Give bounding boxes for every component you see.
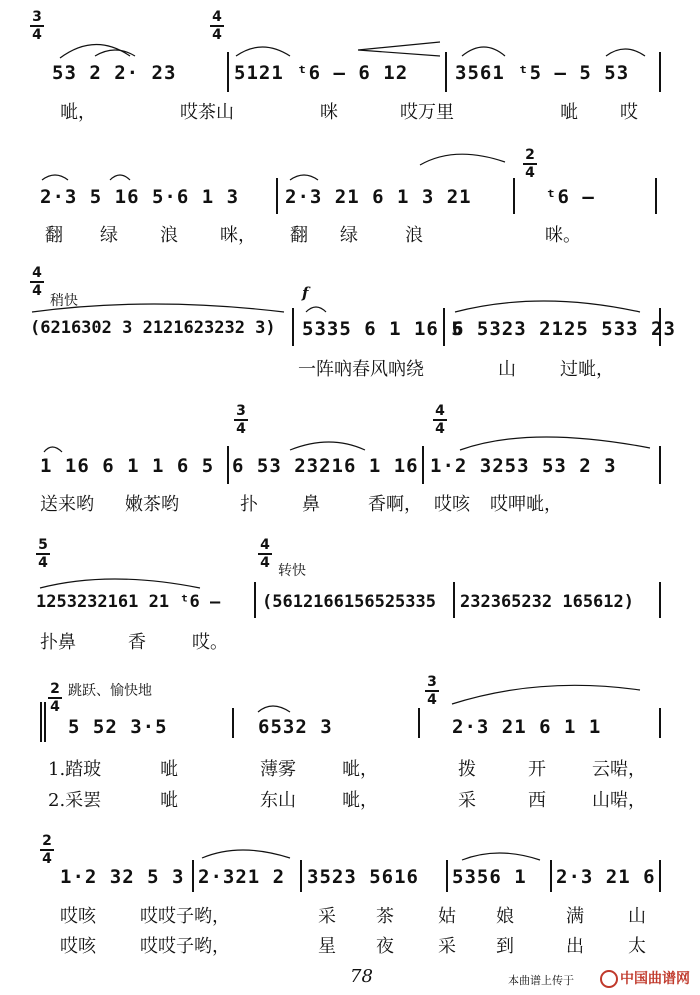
lyric: 出 xyxy=(566,936,584,957)
measure-notes: 3561 ᵗ5 — 5 53 xyxy=(455,62,630,84)
site-logo xyxy=(600,968,690,988)
measure-notes: 2·3 21 6 xyxy=(556,866,656,888)
lyric: 西 xyxy=(528,790,546,811)
lyric: 哎咳 xyxy=(60,906,96,927)
tempo-marking: 跳跃、愉快地 xyxy=(68,683,152,699)
lyric: 东山 xyxy=(260,790,296,811)
lyric: 哎万里 xyxy=(400,102,454,123)
time-signature: 4 4 xyxy=(210,10,224,42)
lyric: 1.踏玻 xyxy=(48,759,102,780)
logo-text: 中国曲谱网 xyxy=(620,970,690,986)
lyric: 2.采罢 xyxy=(48,790,102,811)
lyric: 浪 xyxy=(160,225,178,246)
lyric: 送来哟 xyxy=(40,494,94,515)
measure-notes: 6532 3 xyxy=(258,716,333,738)
lyric: 山 xyxy=(628,906,646,927)
lyric: 呲， xyxy=(342,790,378,811)
lyric: 星 xyxy=(318,936,336,957)
measure-notes: 2·3 5 16 5·6 1 3 xyxy=(40,186,240,208)
lyric: 呲 xyxy=(160,790,178,811)
lyric: 茶 xyxy=(376,906,394,927)
lyric: 采 xyxy=(318,906,336,927)
lyric: 山啱， xyxy=(592,790,646,811)
measure-notes: 5 52 3·5 xyxy=(68,716,168,738)
measure-notes: 5335 6 1 16 5 xyxy=(302,318,464,340)
measure-notes: 1 16 6 1 1 6 5 xyxy=(40,455,215,477)
time-signature: 4 4 xyxy=(30,266,44,298)
lyric: 翻 xyxy=(45,225,63,246)
measure-notes: (5612166156525335 xyxy=(262,592,436,612)
measure-notes: 1·2 32 5 3 xyxy=(60,866,185,888)
lyric: 咪。 xyxy=(545,225,581,246)
lyric: 香啊， xyxy=(368,494,422,515)
lyric: 哎咳 xyxy=(434,494,470,515)
lyric: 扑 xyxy=(240,494,258,515)
lyric: 哎哎子哟， xyxy=(140,936,230,957)
lyric: 太 xyxy=(628,936,646,957)
lyric: 呲， xyxy=(342,759,378,780)
lyric: 哎。 xyxy=(192,632,228,653)
time-signature: 3 4 xyxy=(425,675,439,707)
lyric: 浪 xyxy=(405,225,423,246)
lyric: 香 xyxy=(128,632,146,653)
lyric: 娘 xyxy=(496,906,514,927)
lyric: 夜 xyxy=(376,936,394,957)
lyric: 咪 xyxy=(320,102,338,123)
time-signature: 4 4 xyxy=(258,538,272,570)
lyric: 鼻 xyxy=(302,494,320,515)
measure-notes: 1·2 3253 53 2 3 xyxy=(430,455,617,477)
lyric: 扑鼻 xyxy=(40,632,76,653)
measure-notes: 5356 1 xyxy=(452,866,527,888)
time-signature: 3 4 xyxy=(30,10,44,42)
lyric: 哎咳 xyxy=(60,936,96,957)
measure-notes: 6 53 23216 1 16 xyxy=(232,455,419,477)
measure-notes: 2·3 21 6 1 1 xyxy=(452,716,602,738)
measure-notes: 232365232 165612) xyxy=(460,592,634,612)
measure-notes: ᵗ6 — xyxy=(545,186,595,208)
lyric: 过呲， xyxy=(560,359,614,380)
lyric: 开 xyxy=(528,759,546,780)
time-signature: 2 4 xyxy=(48,682,62,714)
lyric: 嫩茶哟 xyxy=(125,494,179,515)
lyric: 山 xyxy=(498,359,516,380)
lyric: 云啱， xyxy=(592,759,646,780)
lyric: 到 xyxy=(496,936,514,957)
lyric: 绿 xyxy=(100,225,118,246)
measure-notes: 1253232161 21 ᵗ6 — xyxy=(36,592,221,612)
measure-notes: 3523 5616 xyxy=(307,866,419,888)
lyric: 咪， xyxy=(220,225,256,246)
measure-notes: 5121 ᵗ6 — 6 12 xyxy=(234,62,409,84)
lyric: 翻 xyxy=(290,225,308,246)
measure-notes: 2·321 2 xyxy=(198,866,286,888)
time-signature: 4 4 xyxy=(433,404,447,436)
lyric: 采 xyxy=(438,936,456,957)
lyric: 呲 xyxy=(160,759,178,780)
tempo-marking: 转快 xyxy=(278,563,306,579)
logo-icon xyxy=(600,970,618,988)
lyric: 绿 xyxy=(340,225,358,246)
measure-notes: 2·3 21 6 1 3 21 xyxy=(285,186,472,208)
dynamic-marking: f xyxy=(302,284,309,302)
time-signature: 5 4 xyxy=(36,538,50,570)
lyric: 满 xyxy=(566,906,584,927)
lyric: 薄雾 xyxy=(260,759,296,780)
lyric: 哎哎子哟， xyxy=(140,906,230,927)
lyric: 哎 xyxy=(620,102,638,123)
lyric: 采 xyxy=(458,790,476,811)
lyric: 哎茶山 xyxy=(180,102,234,123)
page-number: 78 xyxy=(350,966,373,987)
measure-notes: (6216302 3 2121623232 3) xyxy=(30,318,276,338)
lyric: 呲 xyxy=(560,102,578,123)
footer-upload-text: 本曲谱上传于 xyxy=(508,975,574,987)
tempo-marking: 稍快 xyxy=(50,293,78,309)
measure-notes: 6 5323 2125 533 23 xyxy=(452,318,676,340)
time-signature: 2 4 xyxy=(523,148,537,180)
lyric: 拨 xyxy=(458,759,476,780)
measure-notes: 53 2 2· 23 xyxy=(52,62,177,84)
time-signature: 3 4 xyxy=(234,404,248,436)
time-signature: 2 4 xyxy=(40,834,54,866)
lyric: 哎呷呲， xyxy=(490,494,562,515)
lyric: 一阵吶春风吶绕 xyxy=(298,359,424,380)
lyric: 呲， xyxy=(60,102,96,123)
lyric: 姑 xyxy=(438,906,456,927)
